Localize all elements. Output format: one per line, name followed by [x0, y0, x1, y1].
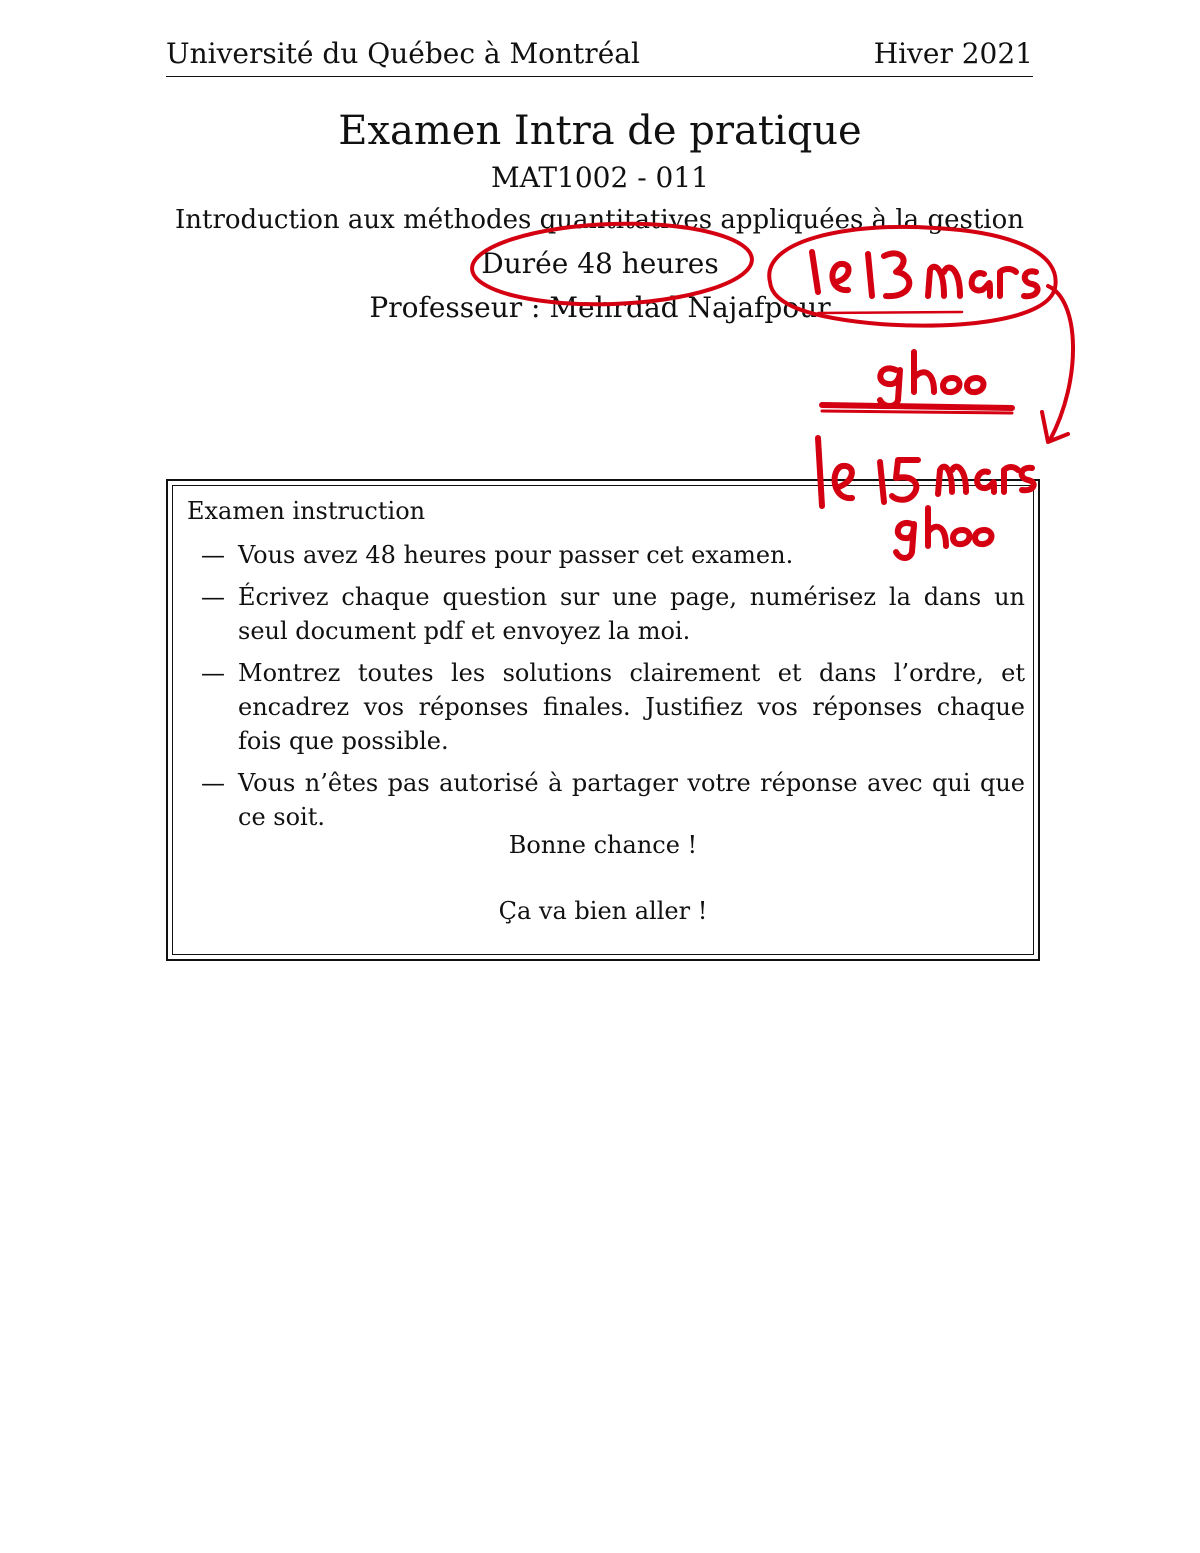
instruction-item — [173, 766, 1025, 834]
instruction-item — [173, 656, 1025, 758]
bullet-dash: — — [201, 541, 225, 569]
instructions-list — [173, 538, 1025, 842]
instructions-box — [166, 479, 1040, 961]
course-name: Introduction aux méthodes quantitatives appliquées à la gestion — [175, 205, 1024, 235]
bullet-dash: — — [201, 583, 225, 611]
instruction-item — [173, 580, 1025, 648]
bullet-dash: — — [201, 659, 225, 687]
instruction-text: Écrivez chaque question sur une page, numérisez la dans un seul document pdf et envoyez la moi. — [238, 583, 1025, 645]
course-code: MAT1002 - 011 — [491, 161, 709, 194]
divider-stroke-mark — [822, 411, 1012, 413]
professor-name: Professeur : Mehrdad Najafpour — [369, 291, 831, 324]
bullet-dash: — — [201, 769, 225, 797]
instruction-text: Montrez toutes les solutions clairement et dans l’ordre, et encadrez vos réponses finales. Justifiez vos réponses chaque fois que possible. — [238, 659, 1025, 755]
instruction-text: Vous n’êtes pas autorisé à partager votre réponse avec qui que ce soit. — [238, 769, 1025, 831]
closing-encouragement: Ça va bien aller ! — [498, 897, 708, 925]
instruction-item — [173, 538, 1025, 572]
page-header — [166, 34, 1033, 74]
handwriting-9h00 — [880, 352, 984, 406]
instruction-text: Vous avez 48 heures pour passer cet examen. — [238, 541, 794, 569]
divider-stroke-mark — [822, 405, 1012, 408]
instructions-heading: Examen instruction — [187, 497, 426, 525]
term-label: Hiver 2021 — [873, 37, 1033, 70]
arrow-head-icon — [1042, 412, 1068, 442]
institution-name: Université du Québec à Montréal — [166, 37, 640, 70]
instructions-box-inner — [172, 485, 1034, 955]
closing-good-luck: Bonne chance ! — [508, 831, 698, 859]
exam-title: Examen Intra de pratique — [338, 108, 862, 154]
header-divider — [166, 76, 1033, 77]
exam-duration: Durée 48 heures — [481, 247, 719, 280]
